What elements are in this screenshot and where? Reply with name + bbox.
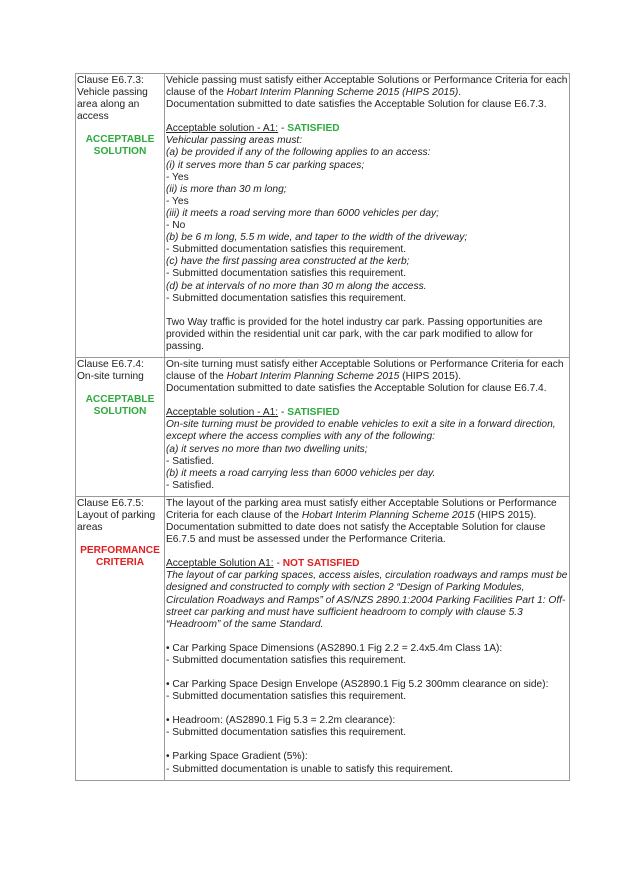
intro-text: The layout of the parking area must satisfy either Acceptable Solutions or Performance Criteria for each clause of the Hobart Interim Planning Scheme 2015 (HIPS 2015). [166, 497, 560, 521]
list-item: (a) be provided if any of the following applies to an access: [166, 147, 431, 159]
intro-summary: Documentation submitted to date does not satisfy the Acceptable Solution for clause E6.7.5 and must be assessed under the Performance Criteria. [166, 522, 549, 546]
clause-row-e673 [76, 74, 570, 358]
clause-title-cell [76, 357, 165, 496]
list-item: (b) it meets a road carrying less than 6000 vehicles per day. [166, 467, 436, 479]
intro-text: On-site turning must satisfy either Acceptable Solutions or Performance Criteria for each clause of the Hobart Interim Planning Scheme 2015 (HIPS 2015). [166, 358, 567, 383]
intro-summary: Documentation submitted to date satisfies the Acceptable Solution for clause E6.7.4. [166, 383, 547, 395]
clause-detail-cell [165, 496, 570, 780]
bullet-item: • Car Parking Space Dimensions (AS2890.1 Fig 2.2 = 2.4x5.4m Class 1A): [166, 642, 503, 654]
bullet-item: • Car Parking Space Design Envelope (AS2890.1 Fig 5.2 300mm clearance on side): [166, 679, 549, 691]
list-item: (a) it serves no more than two dwelling units; [166, 443, 368, 455]
status-badge: ACCEPTABLE SOLUTION [85, 394, 155, 418]
list-item: - Yes [166, 171, 189, 183]
status-badge: ACCEPTABLE SOLUTION [85, 134, 155, 158]
requirement-text: The layout of car parking spaces, access aisles, circulation roadways and ramps must be designed and constructed to comply with section 2 “Design of Parking Modules, Circulation Roadways and Ramps” of AS/NZS 2890.1:2004 Parking Facilities Part 1: Off-street car parking and must have sufficient headroom to comply with clause 5.3 “Headroom” of the same Standard. [166, 570, 571, 630]
list-item: (iii) it meets a road serving more than 6000 vehicles per day; [166, 207, 439, 219]
clause-title: Clause E6.7.3: Vehicle passing area along an access [77, 75, 148, 123]
clause-note: Two Way traffic is provided for the hotel industry car park. Passing opportunities are provided within the residential unit car park, with the car park modified to allow for passing. [166, 316, 546, 352]
clause-detail-cell [165, 357, 570, 496]
list-item: - Yes [166, 195, 189, 207]
intro-summary: Documentation submitted to date satisfies the Acceptable Solution for clause E6.7.3. [166, 99, 547, 111]
clause-title: Clause E6.7.4: On-site turning [77, 358, 144, 383]
list-item: - Submitted documentation satisfies this requirement. [166, 244, 407, 256]
list-item: - Satisfied. [166, 479, 215, 491]
clause-title-cell [76, 496, 165, 780]
list-item: - No [166, 220, 186, 232]
list-item: (c) have the first passing area constructed at the kerb; [166, 256, 410, 268]
clauses-table [75, 73, 570, 781]
solution-result: SATISFIED [287, 407, 340, 419]
status-badge: PERFORMANCE CRITERIA [80, 545, 160, 569]
solution-heading: Acceptable Solution A1: - NOT SATISFIED [166, 558, 360, 570]
list-item: On-site turning must be provided to enable vehicles to exit a site in a forward direction, except where the access complies with any of the following: [166, 419, 559, 443]
intro-text: Vehicle passing must satisfy either Acceptable Solutions or Performance Criteria for each clause of the Hobart Interim Planning Scheme 2015 (HIPS 2015). [166, 75, 571, 99]
list-item: (ii) is more than 30 m long; [166, 183, 287, 195]
clause-title: Clause E6.7.5: Layout of parking areas [77, 497, 156, 534]
clause-title-cell [76, 74, 165, 358]
clause-detail-cell [165, 74, 570, 358]
bullet-result: - Submitted documentation is unable to satisfy this requirement. [166, 763, 454, 775]
solution-result: NOT SATISFIED [282, 558, 360, 570]
list-item: - Satisfied. [166, 455, 215, 467]
list-item: - Submitted documentation satisfies this requirement. [166, 268, 407, 280]
clause-row-e674 [76, 357, 570, 496]
solution-result: SATISFIED [287, 123, 340, 135]
list-item: Vehicular passing areas must: [166, 135, 303, 147]
solution-heading: Acceptable solution - A1: - SATISFIED [166, 123, 340, 135]
clause-row-e675 [76, 496, 570, 780]
bullet-result: - Submitted documentation satisfies this requirement. [166, 654, 407, 666]
solution-heading: Acceptable solution - A1: - SATISFIED [166, 407, 340, 419]
list-item: (b) be 6 m long, 5.5 m wide, and taper to the width of the driveway; [166, 232, 468, 244]
bullet-item: • Parking Space Gradient (5%): [166, 751, 308, 763]
list-item: (d) be at intervals of no more than 30 m along the access. [166, 280, 427, 292]
bullet-item: • Headroom: (AS2890.1 Fig 5.3 = 2.2m clearance): [166, 715, 396, 727]
bullet-result: - Submitted documentation satisfies this requirement. [166, 691, 407, 703]
bullet-result: - Submitted documentation satisfies this requirement. [166, 727, 407, 739]
list-item: - Submitted documentation satisfies this requirement. [166, 292, 407, 304]
list-item: (i) it serves more than 5 car parking spaces; [166, 159, 365, 171]
